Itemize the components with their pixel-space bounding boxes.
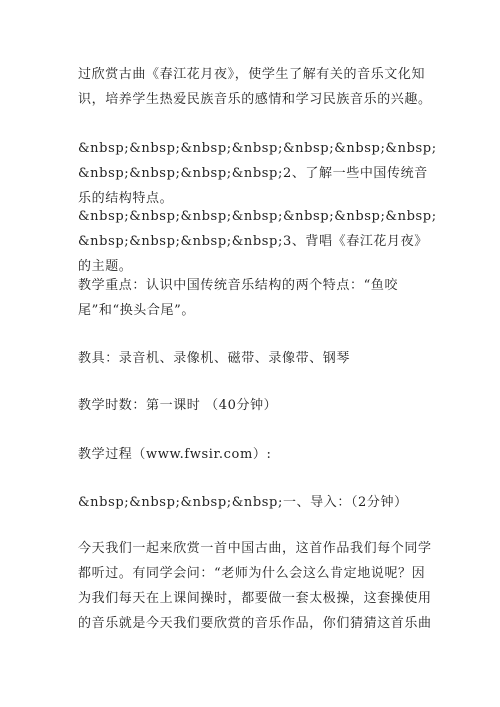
paragraph-intro-text: 今天我们一起来欣赏一首中国古曲，这首作品我们每个同学都听过。有同学会问：“老师为什么会这么肯定地说呢？因为我们每天在上课间操时，都要做一套太极操，这套操使用的音乐就是今天我们要欣赏的音乐作品，你们猜猜这首乐曲 xyxy=(78,541,432,631)
paragraph-objective-1: 过欣赏古曲《春江花月夜》，使学生了解有关的音乐文化知识，培养学生热爱民族音乐的感情和学习民族音乐的兴趣。 xyxy=(78,67,432,107)
paragraph-teaching-aids: 教具：录音机、录像机、磁带、录像带、钢琴 xyxy=(78,351,351,366)
paragraph-process-heading: 教学过程（www.fwsir.com）: xyxy=(78,447,272,462)
paragraph-key-points: 教学重点：认识中国传统音乐结构的两个特点：“鱼咬尾”和“换头合尾”。 xyxy=(78,278,399,318)
paragraph-objective-2: &nbsp;&nbsp;&nbsp;&nbsp;&nbsp;&nbsp;&nbsp;&nbsp;&nbsp;&nbsp;&nbsp;2、了解一些中国传统音乐的结构特点。 xyxy=(78,141,437,206)
paragraph-class-hours: 教学时数：第一课时 （40分钟） xyxy=(78,398,278,413)
paragraph-intro-heading: &nbsp;&nbsp;&nbsp;&nbsp;一、导入：（2分钟） xyxy=(78,495,408,510)
paragraph-objective-3: &nbsp;&nbsp;&nbsp;&nbsp;&nbsp;&nbsp;&nbsp;&nbsp;&nbsp;&nbsp;&nbsp;3、背唱《春江花月夜》的主题。 xyxy=(78,209,437,274)
